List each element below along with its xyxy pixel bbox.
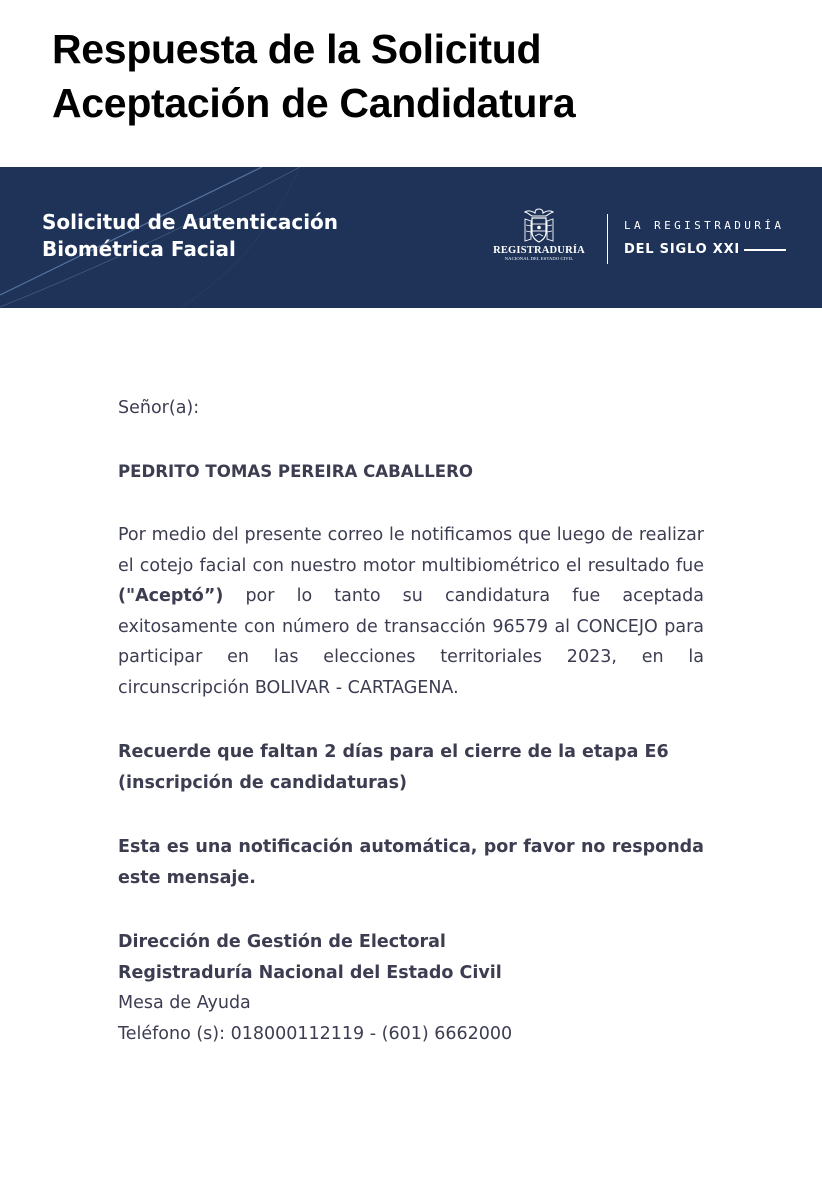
header-banner (0, 167, 822, 308)
auto-notice: Esta es una notificación automática, por favor no responda este mensaje. (118, 837, 704, 888)
slogan-line-1: LA REGISTRADURÍA (624, 219, 785, 232)
deadline-reminder: Recuerde que faltan 2 días para el cierre de la etapa E6 (inscripción de candidaturas) (118, 742, 669, 793)
signature-phone: Teléfono (s): 018000112119 - (601) 6662000 (118, 1023, 513, 1044)
coat-of-arms-icon (519, 207, 559, 245)
slogan-line-2: DEL SIGLO XXI (624, 242, 741, 257)
org-subtitle: NACIONAL DEL ESTADO CIVIL (504, 256, 574, 261)
slogan (624, 219, 786, 258)
slogan-underline (744, 249, 786, 250)
page-title-line-2: Aceptación de Candidatura (52, 80, 576, 126)
signature-department: Dirección de Gestión de Electoral (118, 932, 446, 952)
signature-organization: Registraduría Nacional del Estado Civil (118, 962, 502, 983)
page-title-line-1: Respuesta de la Solicitud (52, 26, 542, 72)
notification-text-start: Por medio del presente correo le notificamos que luego de realizar el cotejo facial con nuestro motor multibiométrico el resultado fue (118, 525, 704, 576)
greeting: Señor(a): (118, 398, 200, 418)
signature-helpdesk: Mesa de Ayuda (118, 993, 251, 1013)
email-body (118, 393, 704, 1049)
notification-text-end: por lo tanto su candidatura fue aceptada exitosamente con número de transacción 96579 al CONCEJO para participar en las elecciones territoriales 2023, en la circunscripción BOLIVAR - CARTAGENA. (118, 586, 704, 698)
signature-block (118, 927, 704, 1049)
notification-text (118, 520, 704, 703)
registraduria-logo (489, 207, 589, 269)
banner-title (42, 209, 338, 263)
page-title (52, 22, 575, 130)
logo-divider (607, 214, 608, 264)
banner-title-line-2: Biométrica Facial (42, 237, 236, 261)
org-name: REGISTRADURÍA (493, 245, 585, 256)
banner-title-line-1: Solicitud de Autenticación (42, 210, 339, 234)
recipient-name: PEDRITO TOMAS PEREIRA CABALLERO (118, 461, 473, 481)
result-value: ("Aceptó”) (118, 586, 224, 606)
